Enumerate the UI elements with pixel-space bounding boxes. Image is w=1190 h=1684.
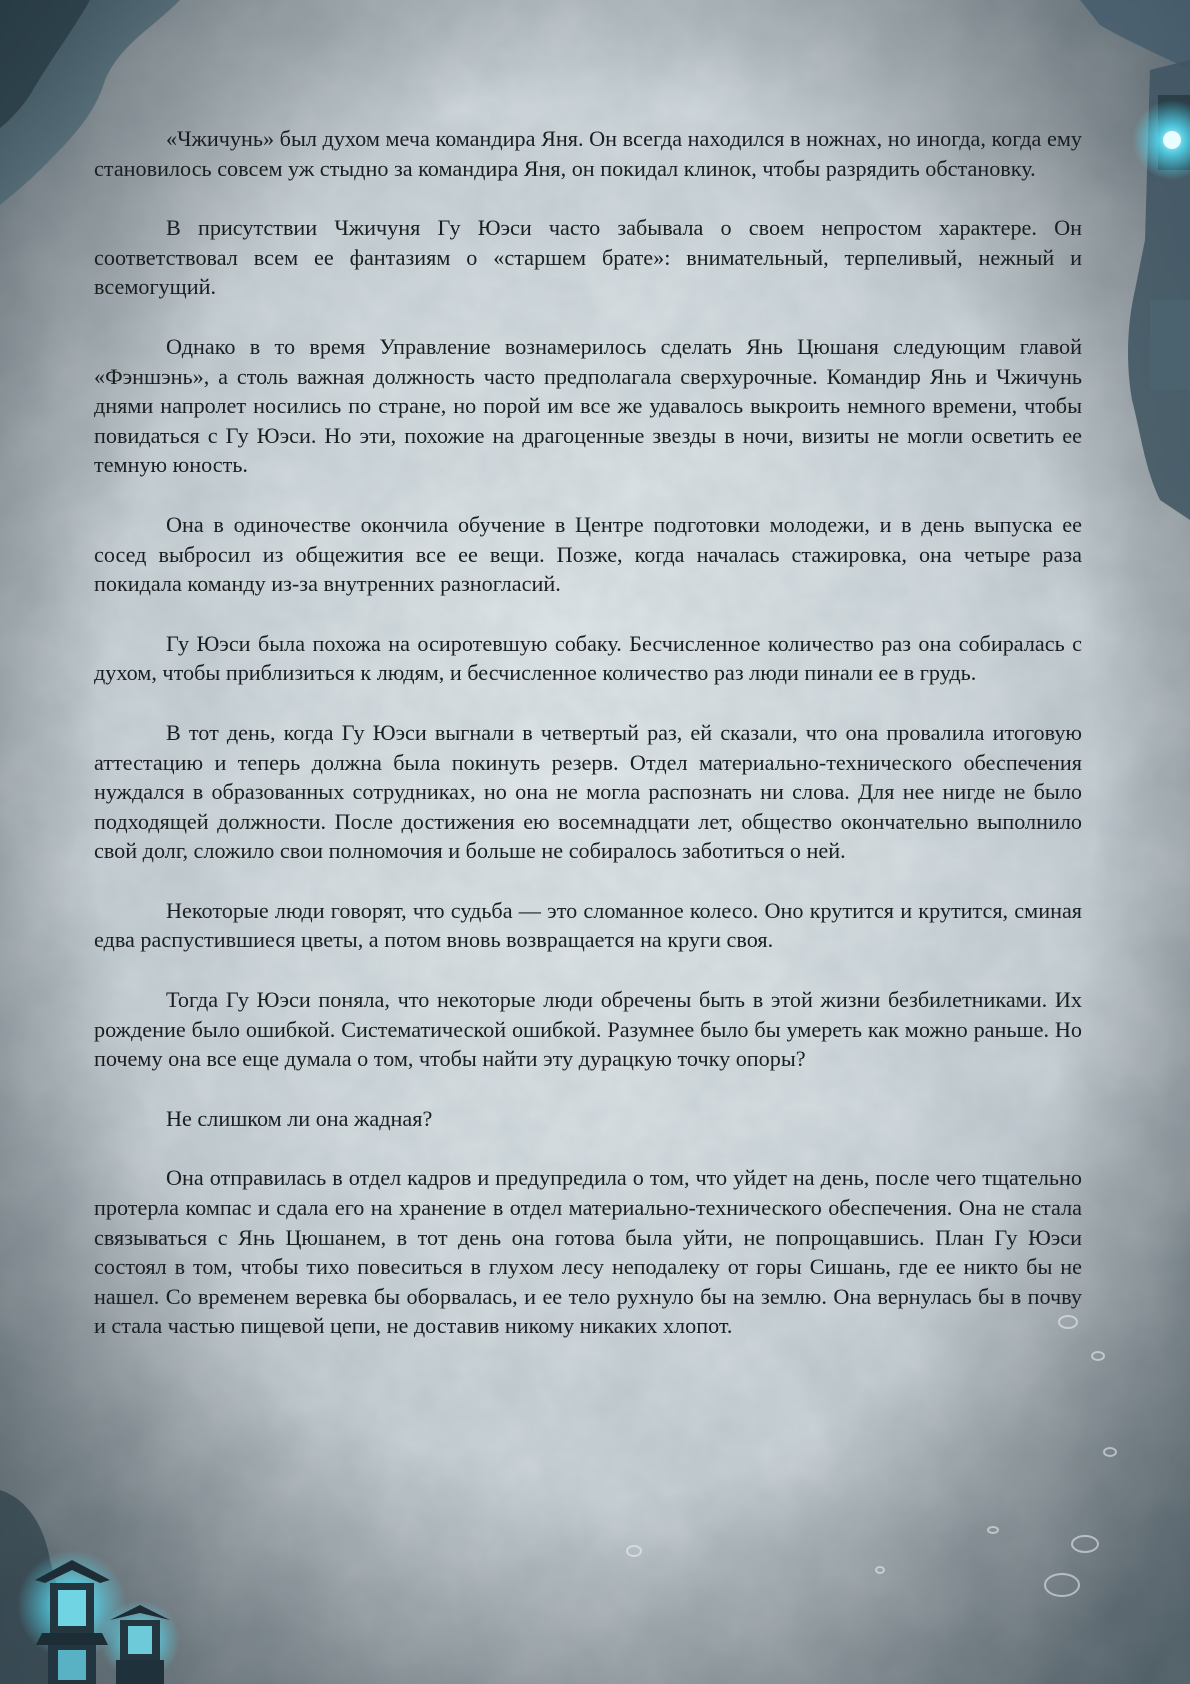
document-body <box>94 124 1082 1371</box>
paragraph: Тогда Гу Юэси поняла, что некоторые люди обречены быть в этой жизни безбилетниками. Их рождение было ошибкой. Систематической ошибкой. Разумнее было бы умереть как можно раньше. Но почему она все еще думала о том, чтобы найти эту дурацкую точку опоры? <box>94 987 1082 1072</box>
paragraph: В тот день, когда Гу Юэси выгнали в четвертый раз, ей сказали, что она провалила итоговую аттестацию и теперь должна была покинуть резерв. Отдел материально-технического обеспечения нуждался в образованных сотрудниках, но она не могла распознать ни слова. Для нее нигде не было подходящей должности. После достижения ею восемнадцати лет, общество окончательно выполнило свой долг, сложило свои полномочия и больше не собиралось заботиться о ней. <box>94 719 1082 864</box>
paragraph: «Чжичунь» был духом меча командира Яня. Он всегда находился в ножнах, но иногда, когда ему становилось совсем уж стыдно за командира Яня, он покидал клинок, чтобы разрядить обстановку. <box>94 126 1082 181</box>
paragraph: Некоторые люди говорят, что судьба — это сломанное колесо. Оно крутится и крутится, сминая едва распустившиеся цветы, а потом вновь возвращается на круги своя. <box>94 897 1082 953</box>
lantern-tower-icon <box>1128 60 1190 520</box>
paragraph: В присутствии Чжичуня Гу Юэси часто забывала о своем непростом характере. Он соответствовал всем ее фантазиям о «старшем брате»: внимательный, терпеливый, нежный и всемогущий. <box>94 215 1082 300</box>
paragraph: Гу Юэси была похожа на осиротевшую собаку. Бесчисленное количество раз она собиралась с духом, чтобы приблизиться к людям, и бесчисленное количество раз люди пинали ее в грудь. <box>94 630 1082 686</box>
paragraph: Не слишком ли она жадная? <box>166 1105 433 1131</box>
paragraph: Она в одиночестве окончила обучение в Центре подготовки молодежи, и в день выпуска ее сосед выбросил из общежития все ее вещи. Позже, когда началась стажировка, она четыре раза покидала команду из-за внутренних разногласий. <box>94 511 1082 597</box>
paragraph: Однако в то время Управление вознамерилось сделать Янь Цюшаня следующим главой «Фэншэнь», а столь важная должность часто предполагала сверхурочные. Командир Янь и Чжичунь днями напролет носились по стране, но порой им все же удавалось выкроить немного времени, чтобы повидаться с Гу Юэси. Но эти, похожие на драгоценные звезды в ночи, визиты не могли осветить ее темную юность. <box>94 333 1082 478</box>
paragraph: Она отправилась в отдел кадров и предупредила о том, что уйдет на день, после чего тщательно протерла компас и сдала его на хранение в отдел материально-технического обеспечения. Она не стала связываться с Янь Цюшанем, в тот день она готова была уйти, не попрощавшись. План Гу Юэси состоял в том, чтобы тихо повеситься в глухом лесу неподалеку от горы Сишань, где ее никто бы не нашел. Со временем веревка бы оборвалась, и ее тело рухнуло бы на землю. Она вернулась бы в почву и стала частью пищевой цепи, не доставив никому никаких хлопот. <box>94 1165 1082 1339</box>
